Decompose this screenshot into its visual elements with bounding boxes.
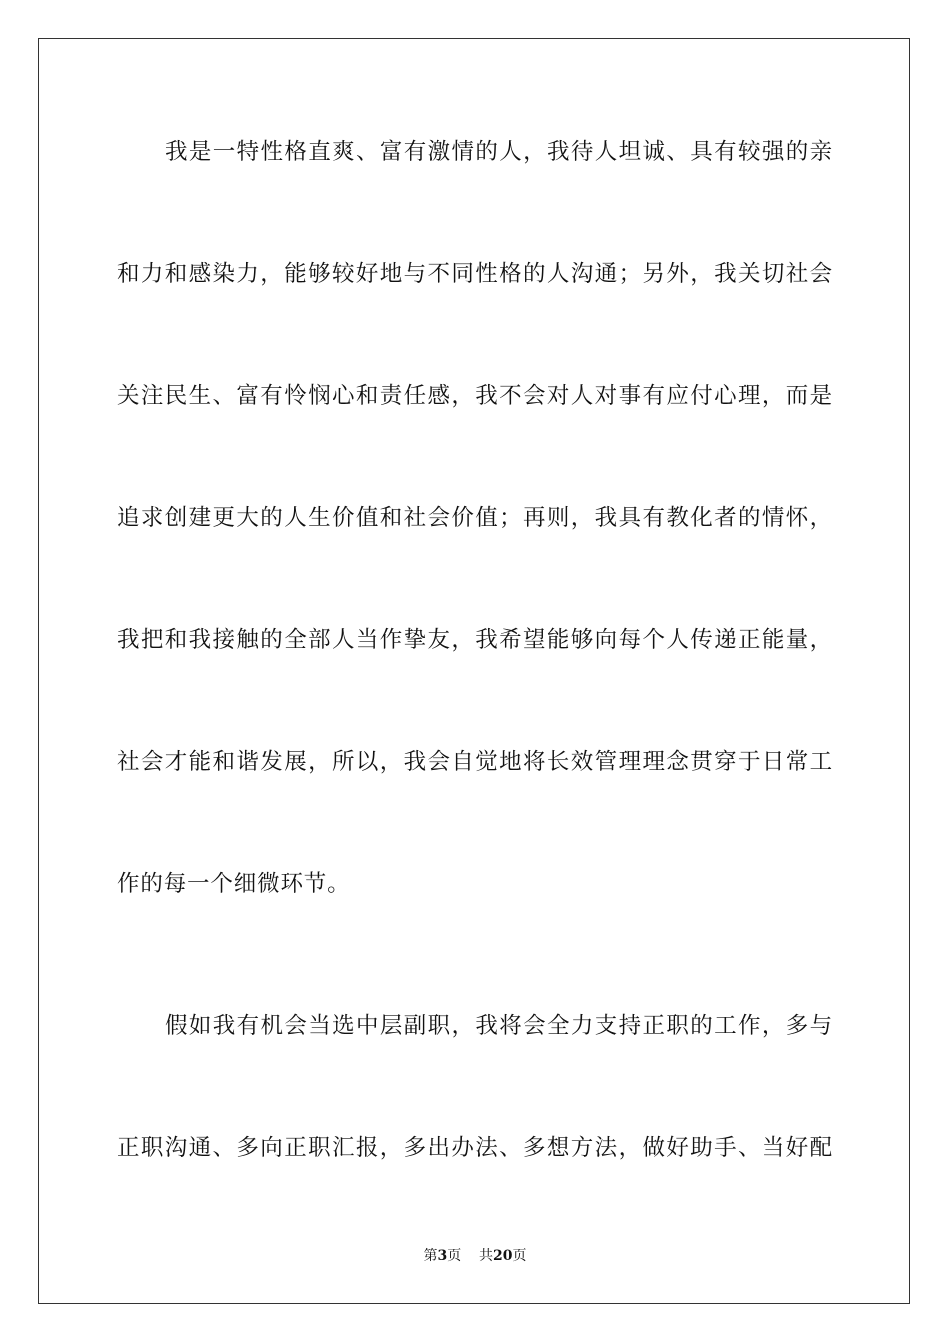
page-suffix: 页 (447, 1248, 462, 1264)
paragraph-2-line-1: 假如我有机会当选中层副职，我将会全力支持正职的工作，多与 (165, 1013, 833, 1039)
paragraph-1-line-6: 社会才能和谐发展，所以，我会自觉地将长效管理理念贯穿于日常工 (117, 749, 833, 775)
paragraph-1-line-5: 我把和我接触的全部人当作挚友，我希望能够向每个人传递正能量， (117, 627, 833, 653)
page-border (38, 38, 910, 1304)
page-prefix: 第 (423, 1248, 438, 1264)
paragraph-1-line-2: 和力和感染力，能够较好地与不同性格的人沟通；另外，我关切社会 (117, 261, 833, 287)
paragraph-1-line-1: 我是一特性格直爽、富有激情的人，我待人坦诚、具有较强的亲 (165, 139, 833, 165)
paragraph-1-line-7: 作的每一个细微环节。 (117, 871, 351, 897)
total-prefix: 共 (479, 1248, 494, 1264)
paragraph-1-line-4: 追求创建更大的人生价值和社会价值；再则，我具有教化者的情怀， (117, 505, 833, 531)
total-suffix: 页 (512, 1248, 527, 1264)
current-page-number: 3 (437, 1248, 448, 1264)
total-page-number: 20 (493, 1248, 513, 1264)
paragraph-1-line-3: 关注民生、富有怜悯心和责任感，我不会对人对事有应付心理，而是 (117, 383, 833, 409)
page-footer (0, 1247, 950, 1265)
paragraph-2-line-2: 正职沟通、多向正职汇报，多出办法、多想方法，做好助手、当好配 (117, 1135, 833, 1161)
